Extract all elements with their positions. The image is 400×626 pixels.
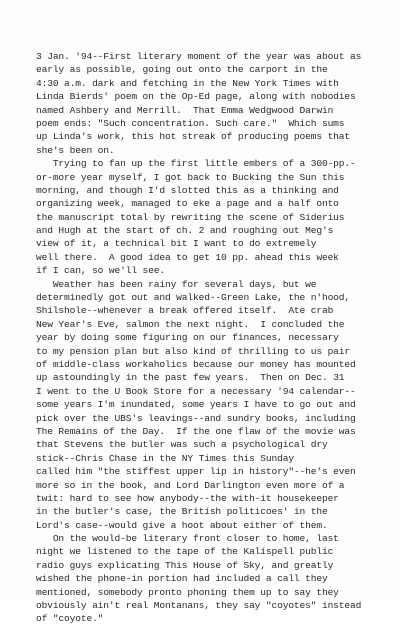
text-line: 3 Jan. '94--First literary moment of the year was about as: [36, 51, 362, 62]
text-line: the manuscript total by rewriting the scene of Siderius: [36, 211, 345, 223]
text-line: view of it, a technical bit I want to do extremely: [36, 238, 317, 250]
text-line: year by doing some figuring on our finances, necessary: [36, 332, 339, 344]
text-line: or-more year myself, I got back to Bucking the Sun this: [36, 171, 345, 183]
text-line: pick over the UBS's leavings--and sundry books, including: [36, 412, 356, 424]
text-line: up Linda's work, this hot streak of producing poems that: [36, 131, 351, 143]
text-line: obviously ain't real Montanans, they say "coyotes" instead: [36, 600, 362, 612]
text-line: The Remains of the Day. If the one flaw of the movie was: [36, 425, 356, 437]
text-line: she's been on.: [36, 144, 115, 156]
text-line: 4:30 a.m. dark and fetching in the New York Times with: [36, 77, 339, 89]
text-line: twit: hard to see how anybody--the with-it housekeeper: [36, 492, 339, 504]
text-line: stick--Chris Chase in the NY Times this Sunday: [36, 452, 294, 464]
text-line: Weather has been rainy for several days, but we: [36, 278, 317, 290]
text-line: named Ashbery and Merrill. That Emma Wedgwood Darwin: [36, 104, 334, 116]
text-line: On the would-be literary front closer to home, last: [36, 533, 339, 545]
text-line: Shilshole--whenever a break offered itself. Ate crab: [36, 305, 334, 317]
text-line: mentioned, somebody pronto phoning them up to say they: [36, 586, 339, 598]
text-line: early as possible, going out onto the carport in the: [36, 64, 328, 76]
text-line: I went to the U Book Store for a necessary '94 calendar--: [36, 385, 356, 397]
text-line: Linda Bierds' poem on the Op-Ed page, along with nobodies: [36, 91, 356, 103]
text-line: more so in the book, and Lord Darlington even more of a: [36, 479, 345, 491]
text-line: Lord's case--would give a hoot about either of them.: [36, 519, 328, 531]
text-line: that Stevens the butler was such a psychological dry: [36, 439, 328, 451]
text-line: morning, and though I'd slotted this as a thinking and: [36, 184, 339, 196]
text-line: New Year's Eve, salmon the next night. I concluded the: [36, 318, 345, 330]
text-line: radio guys explicating This House of Sky, and greatly: [36, 559, 334, 571]
text-line: wished the phone-in portion had included a call they: [36, 573, 328, 585]
text-line: of "coyote.": [36, 613, 104, 625]
text-line: in the butler's case, the British politicoes' in the: [36, 506, 328, 518]
diary-entry-text: [36, 50, 394, 626]
text-line: Trying to fan up the first little embers of a 300-pp.-: [36, 158, 356, 170]
text-line: some years I'm inundated, some years I have to go out and: [36, 399, 356, 411]
text-line: and Hugh at the start of ch. 2 and roughing out Meg's: [36, 225, 334, 237]
text-line: of middle-class workaholics because our money has mounted: [36, 358, 356, 370]
text-line: organizing week, managed to eke a page and a half onto: [36, 198, 339, 210]
text-line: to my pension plan but also kind of thrilling to us pair: [36, 345, 351, 357]
text-line: up astoundingly in the past few years. Then on Dec. 31: [36, 372, 345, 384]
text-line: called him "the stiffest upper lip in history"--he's even: [36, 466, 356, 478]
text-line: poem ends: "Such concentration. Such care." Which sums: [36, 117, 345, 129]
text-line: if I can, so we'll see.: [36, 265, 165, 277]
text-line: determinedly got out and walked--Green Lake, the n'hood,: [36, 292, 351, 304]
text-line: night we listened to the tape of the Kalispell public: [36, 546, 334, 558]
text-line: well there. A good idea to get 10 pp. ahead this week: [36, 251, 339, 263]
